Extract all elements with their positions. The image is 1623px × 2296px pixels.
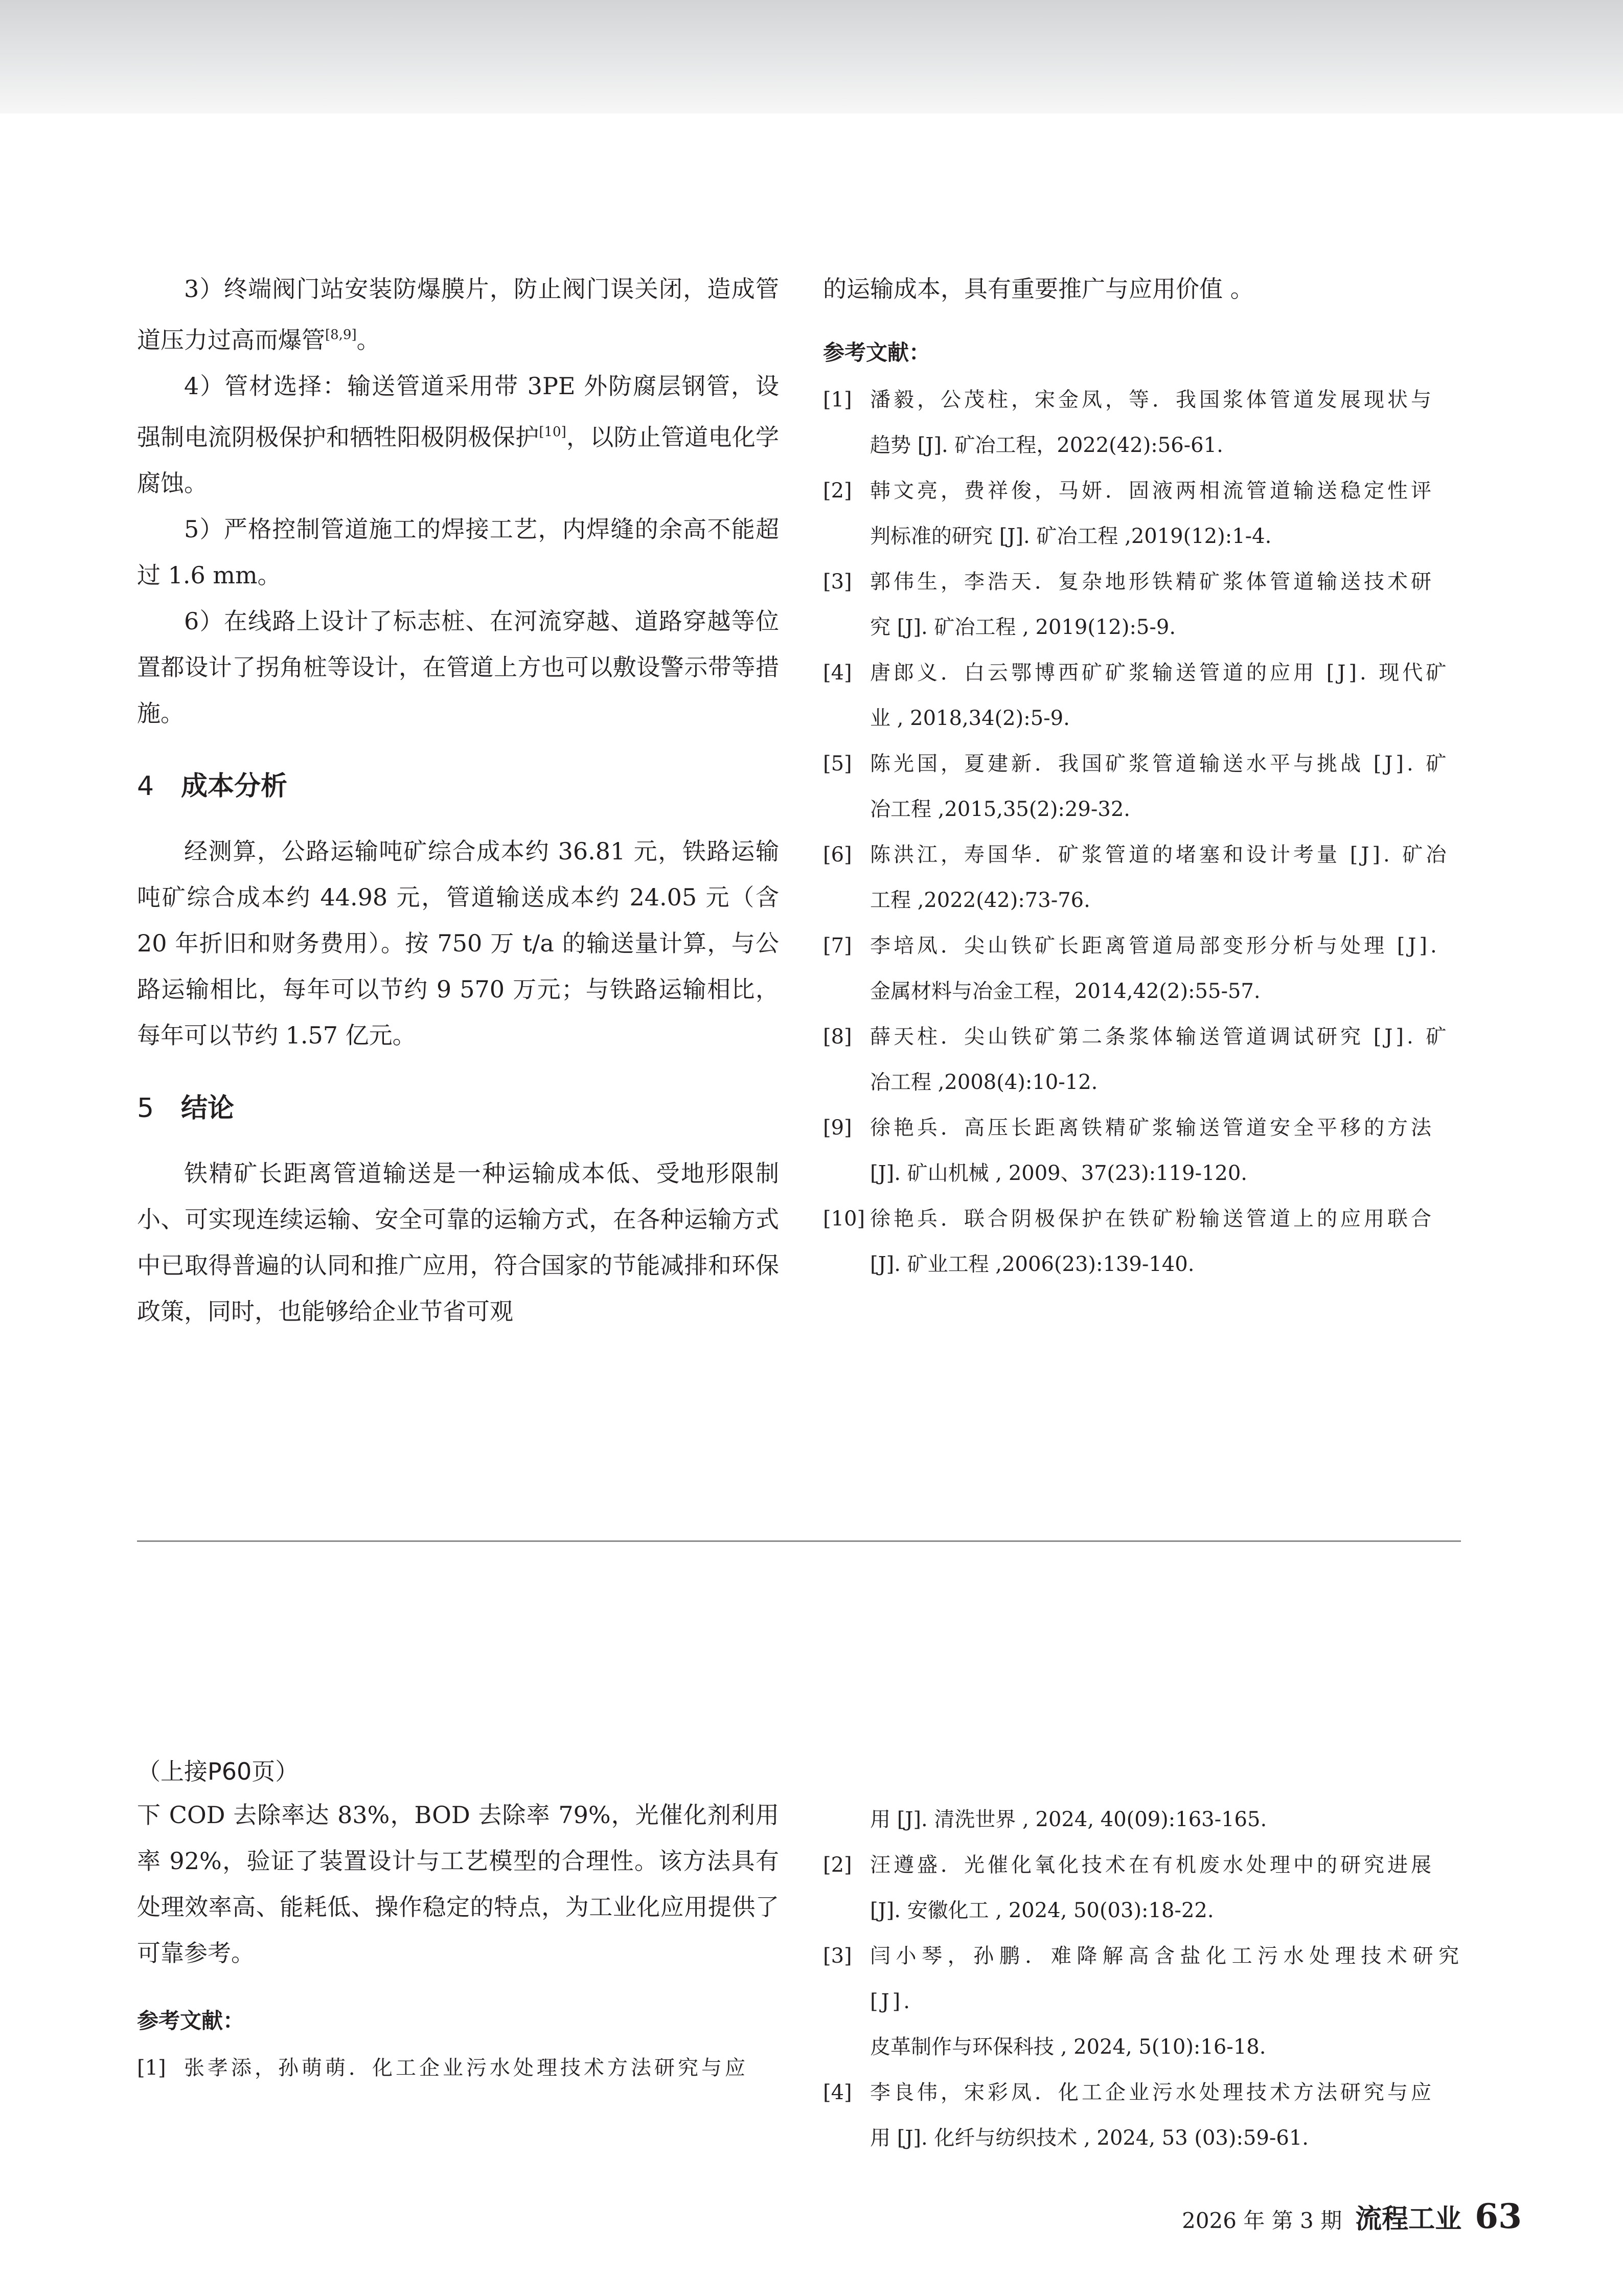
citation-superscript: [8,9] [325, 327, 357, 343]
reference-number: [6] [823, 843, 852, 867]
lower-left-column [137, 1751, 779, 2091]
body-paragraph: 5）严格控制管道施工的焊接工艺，内焊缝的余高不能超过 1.6 mm。 [137, 515, 779, 589]
upper-left-column [137, 266, 779, 1334]
references-title: 参考文献： [823, 340, 931, 365]
reference-item: [5] 陈光国，夏建新．我国矿浆管道输送水平与挑战 [J]. 矿 冶工程 ,2015,35(2):29-32. [823, 741, 1462, 832]
citation-superscript: [10] [539, 424, 566, 440]
reference-item: [10] 徐艳兵．联合阴极保护在铁矿粉输送管道上的应用联合 [J]. 矿业工程 ,2006(23):139-140. [823, 1196, 1462, 1287]
section-heading [137, 766, 779, 807]
continued-from-note: （上接P60页） [137, 1758, 299, 1785]
page-footer [1182, 2196, 1522, 2242]
reference-number: [2] [823, 479, 852, 503]
body-paragraph-continuation: 的运输成本，具有重要推广与应用价值 。 [823, 275, 1254, 303]
reference-number: [4] [823, 661, 852, 685]
body-paragraph: 6）在线路上设计了标志桩、在河流穿越、道路穿越等位置都设计了拐角桩等设计，在管道上方也可以敷设警示带等措施。 [137, 607, 779, 727]
reference-item: [6] 陈洪江，寿国华．矿浆管道的堵塞和设计考量 [J]. 矿冶 工程 ,2022(42):73-76. [823, 832, 1462, 923]
section-number: 5 [137, 1093, 154, 1124]
section-heading [137, 1088, 779, 1129]
reference-item: [8] 薛天柱．尖山铁矿第二条浆体输送管道调试研究 [J]. 矿 冶工程 ,2008(4):10-12. [823, 1014, 1462, 1105]
reference-number: [4] [823, 2081, 852, 2104]
section-number: 4 [137, 771, 154, 802]
body-paragraph: 铁精矿长距离管道输送是一种运输成本低、受地形限制小、可实现连续运输、安全可靠的运输方式，在各种运输方式中已取得普遍的认同和推广应用，符合国家的节能减排和环保政策，同时，也能够给企业节省可观 [137, 1160, 779, 1325]
reference-item: [7] 李培凤．尖山铁矿长距离管道局部变形分析与处理 [J]. 金属材料与冶金工程，2014,42(2):55-57. [823, 923, 1462, 1014]
reference-item: [2] 韩文亮，费祥俊，马妍．固液两相流管道输送稳定性评 判标准的研究 [J]. 矿冶工程 ,2019(12):1-4. [823, 468, 1462, 559]
reference-number: [1] [137, 2056, 166, 2080]
reference-item: [4] 李良伟，宋彩凤．化工企业污水处理技术方法研究与应 用 [J]. 化纤与纺织技术 , 2024, 53 (03):59-61. [823, 2070, 1462, 2161]
references-title: 参考文献： [137, 2008, 245, 2033]
body-paragraph: 4）管材选择：输送管道采用带 3PE 外防腐层钢管，设强制电流阴极保护和牺牲阳极阴极保护[10]，以防止管道电化学腐蚀。 [137, 372, 780, 497]
magazine-name: 流程工业 [1355, 2203, 1462, 2235]
section-title: 结论 [181, 1093, 235, 1124]
reference-number: [3] [823, 1944, 852, 1968]
lower-right-column [823, 1797, 1462, 2161]
reference-number: [7] [823, 934, 852, 958]
section-title: 成本分析 [181, 771, 288, 802]
reference-number: [5] [823, 752, 852, 776]
reference-item-continuation: 用 [J]. 清洗世界 , 2024, 40(09):163-165. [870, 1808, 1267, 1831]
reference-item: [3] 闫小琴，孙鹏．难降解高含盐化工污水处理技术研究 [J]. 皮革制作与环保科技 , 2024, 5(10):16-18. [823, 1934, 1462, 2070]
reference-number: [10] [823, 1207, 865, 1231]
issue-label: 2026 年 第 3 期 [1182, 2208, 1342, 2233]
page-number: 63 [1475, 2196, 1522, 2236]
reference-number: [8] [823, 1025, 852, 1049]
reference-item: [4] 唐郎义．白云鄂博西矿矿浆输送管道的应用 [J]. 现代矿 业 , 2018,34(2):5-9. [823, 650, 1462, 741]
reference-number: [3] [823, 570, 852, 594]
reference-item: [1] 张孝添，孙萌萌．化工企业污水处理技术方法研究与应 [137, 2045, 779, 2091]
body-paragraph: 3）终端阀门站安装防爆膜片，防止阀门误关闭，造成管道压力过高而爆管[8,9]。 [137, 275, 779, 354]
reference-number: [1] [823, 388, 852, 412]
reference-item: [3] 郭伟生，李浩天．复杂地形铁精矿浆体管道输送技术研 究 [J]. 矿冶工程 , 2019(12):5-9. [823, 559, 1462, 650]
reference-number: [9] [823, 1116, 852, 1140]
reference-number: [2] [823, 1853, 852, 1877]
body-paragraph: 经测算，公路运输吨矿综合成本约 36.81 元，铁路运输吨矿综合成本约 44.98 元，管道输送成本约 24.05 元（含 20 年折旧和财务费用）。按 750 万 t/a 的输送量计算，与公路运输相比，每年可以节约 9 570 万元；与铁路运输相比，每年可以节约 1.57 亿元。 [137, 837, 779, 1049]
upper-right-column [823, 266, 1462, 1287]
page-header-band [0, 0, 1623, 113]
body-paragraph: 下 COD 去除率达 83%，BOD 去除率 79%，光催化剂利用率 92%，验证了装置设计与工艺模型的合理性。该方法具有处理效率高、能耗低、操作稳定的特点，为工业化应用提供了可靠参考。 [137, 1801, 779, 1967]
reference-item: [1] 潘毅，公茂柱，宋金凤，等．我国浆体管道发展现状与 趋势 [J]. 矿冶工程，2022(42):56-61. [823, 377, 1462, 468]
reference-item: [2] 汪遵盛．光催化氧化技术在有机废水处理中的研究进展 [J]. 安徽化工 , 2024, 50(03):18-22. [823, 1843, 1462, 1934]
reference-item: [9] 徐艳兵．高压长距离铁精矿浆输送管道安全平移的方法 [J]. 矿山机械 , 2009、37(23):119-120. [823, 1105, 1462, 1196]
section-divider [137, 1540, 1461, 1542]
